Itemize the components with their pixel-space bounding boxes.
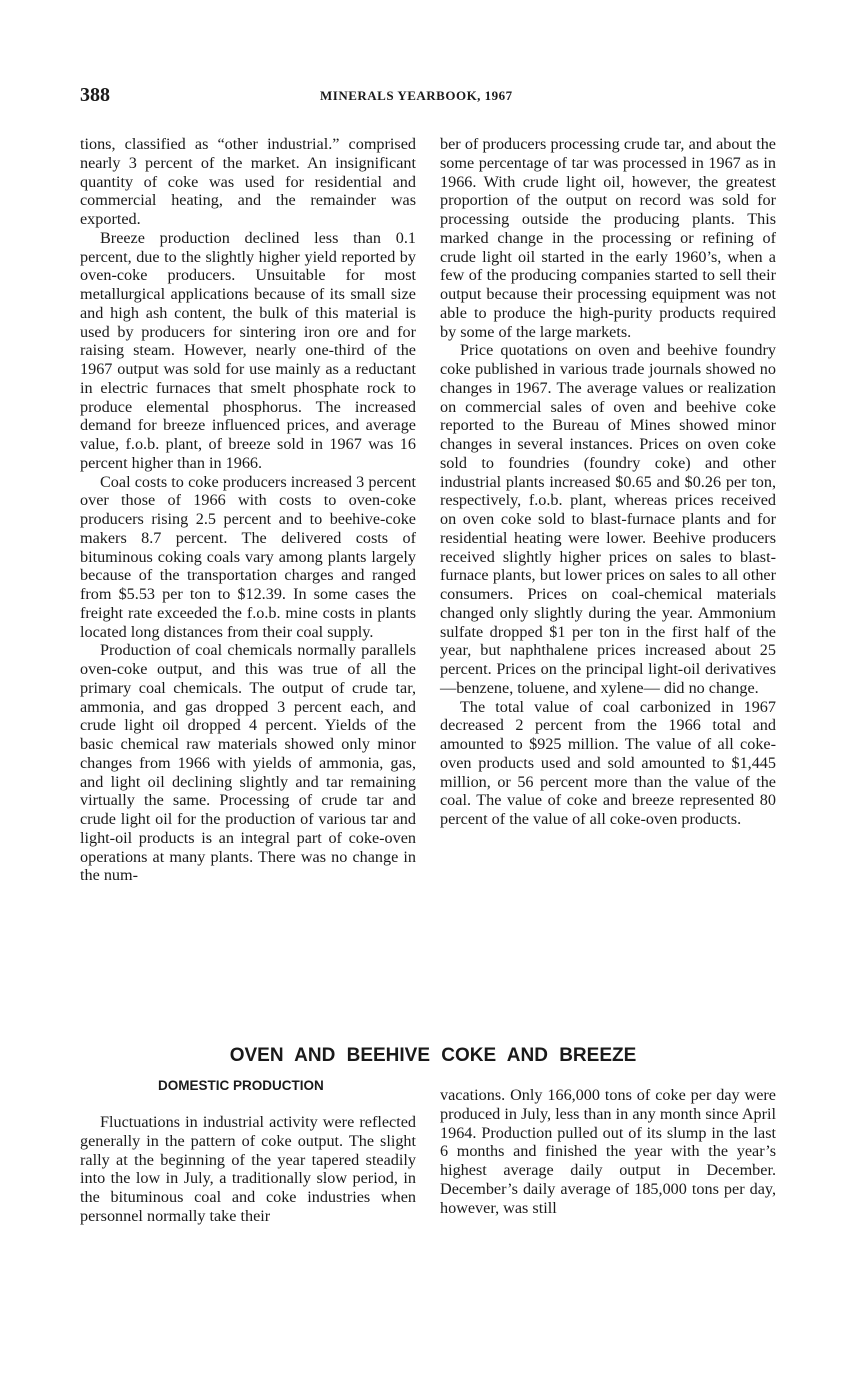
paragraph: tions, classified as “other industrial.” comprised nearly 3 percent of the market. An insignificant quantity of coke was used for residential and commercial heating, and the remainder was exported. [80, 135, 416, 228]
paragraph: Production of coal chemicals normally parallels oven-coke output, and this was true of all the primary coal chemicals. The output of crude tar, ammonia, and gas dropped 3 percent each, and crude light oil dropped 4 percent. Yields of the basic chemical raw materials showed only minor changes from 1966 with yields of ammonia, gas, and light oil declining slightly and tar remaining virtually the same. Processing of crude tar and crude light oil for the production of various tar and light-oil products is an integral part of coke-oven operations at many plants. There was no change in the num- [80, 641, 416, 885]
paragraph: vacations. Only 166,000 tons of coke per day were produced in July, less than in any month since April 1964. Production pulled out of its slump in the last 6 months and finished the year with the year’s highest average daily output in December. December’s daily average of 185,000 tons per day, however, was still [440, 1086, 776, 1217]
subheading: DOMESTIC PRODUCTION [158, 1078, 324, 1093]
upper-left-column [80, 135, 416, 885]
paragraph: Coal costs to coke producers increased 3 percent over those of 1966 with costs to oven-coke producers rising 2.5 percent and to beehive-coke makers 8.7 percent. The delivered costs of bituminous coking coals vary among plants largely because of the transportation charges and ranged from $5.53 per ton to $12.39. In some cases the freight rate exceeded the f.o.b. mine costs in plants located long distances from their coal supply. [80, 472, 416, 641]
paragraph: Price quotations on oven and beehive foundry coke published in various trade journals showed no changes in 1967. The average values or realization on commercial sales of oven and beehive coke reported to the Bureau of Mines showed minor changes in several instances. Prices on oven coke sold to foundries (foundry coke) and other industrial plants increased $0.65 and $0.26 per ton, respectively, f.o.b. plant, whereas prices received on oven coke sold to blast-furnace plants and for residential heating were lower. Beehive producers received slightly higher prices on sales to blast-furnace plants, but lower prices on sales to all other consumers. Prices on coal-chemical materials changed only slightly during the year. Ammonium sulfate dropped $1 per ton in the first half of the year, but naphthalene prices increased about 25 percent. Prices on the principal light-oil derivatives—benzene, toluene, and xylene— did no change. [440, 341, 776, 697]
paragraph: The total value of coal carbonized in 1967 decreased 2 percent from the 1966 total and amounted to $925 million. The value of all coke-oven products used and sold amounted to $1,445 million, or 56 percent more than the value of the coal. The value of coke and breeze represented 80 percent of the value of all coke-oven products. [440, 697, 776, 828]
section-heading: OVEN AND BEEHIVE COKE AND BREEZE [229, 1045, 637, 1066]
lower-right-column [440, 1086, 776, 1217]
running-head: MINERALS YEARBOOK, 1967 [320, 88, 513, 103]
lower-left-column [80, 1113, 416, 1226]
paragraph: Fluctuations in industrial activity were reflected generally in the pattern of coke output. The slight rally at the beginning of the year tapered steadily into the low in July, a traditionally slow period, in the bituminous coal and coke industries when personnel normally take their [80, 1113, 416, 1225]
page-number: 388 [80, 84, 110, 106]
upper-right-column [440, 135, 776, 829]
paragraph: Breeze production declined less than 0.1 percent, due to the slightly higher yield reported by oven-coke producers. Unsuitable for most metallurgical applications because of its small size and high ash content, the bulk of this material is used by producers for sintering iron ore and for raising steam. However, nearly one-third of the 1967 output was sold for use mainly as a reductant in electric furnaces that smelt phosphate rock to produce elemental phosphorus. The increased demand for breeze influenced prices, and average value, f.o.b. plant, of breeze sold in 1967 was 16 percent higher than in 1966. [80, 228, 416, 472]
paragraph: ber of producers processing crude tar, and about the some percentage of tar was processed in 1967 as in 1966. With crude light oil, however, the greatest proportion of the output on record was sold for processing outside the producing plants. This marked change in the processing or refining of crude light oil started in the early 1960’s, when a few of the producing companies started to sell their output because their processing equipment was not able to produce the high-purity products required by some of the large markets. [440, 135, 776, 341]
